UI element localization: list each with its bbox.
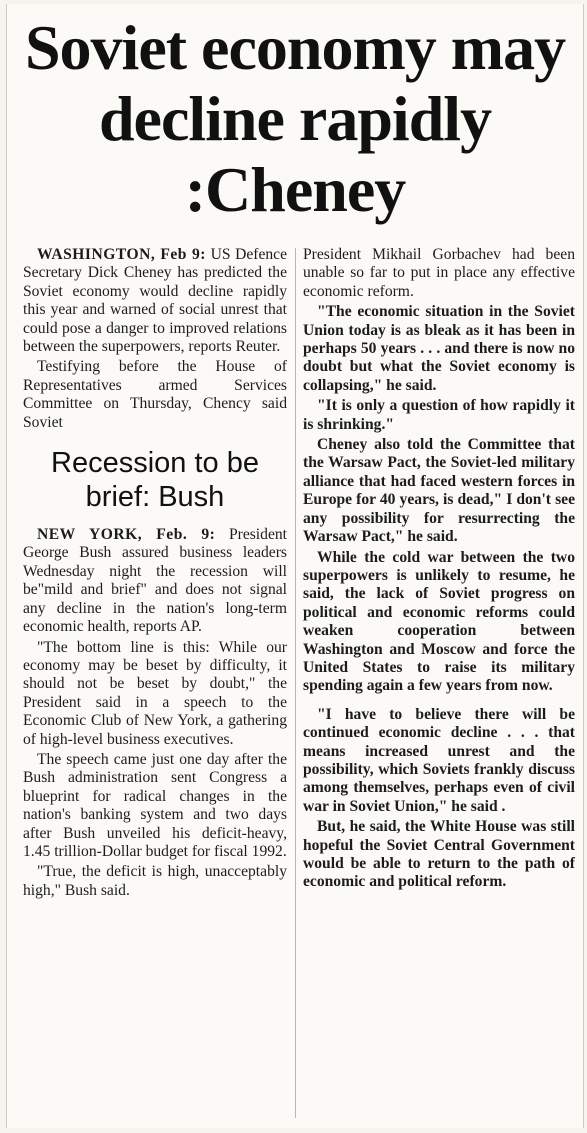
article2-p1-text: President George Bush assured business leaders Wednesday night the recession will be"mild and brief" and does not signal any decline in the nation's long-term economic health, reports AP. [23,526,287,636]
article1-cont-paragraph-0: President Mikhail Gorbachev had been unable so far to put in place any effective economic reform. [303,246,575,300]
article1-p1-text: US Defence Secretary Dick Cheney has predicted the Soviet economy would decline rapidly this year and warned of social unrest that could pose a danger to improved relations between the superpowers, reports Reuter. [23,246,287,356]
article2-subhead: Recession to be brief: Bush [51,447,259,514]
article1-cont-paragraph-2: "It is only a question of how rapidly it is shrinking." [303,397,575,433]
newspaper-clipping [6,4,584,1128]
article2-paragraph-4: "True, the deficit is high, unacceptably high," Bush said. [23,863,287,899]
article1-paragraph-1 [23,246,287,356]
right-column [303,246,575,894]
article2-paragraph-3: The speech came just one day after the Bush administration sent Congress a blueprint for radical changes in the nation's banking system and two days after Bush unveiled his deficit-heavy, 1.45 trillion-Dollar budget for fiscal 1992. [23,750,287,860]
headline: Soviet economy may decline rapidly :Cheney [24,12,566,225]
article1-paragraph-2: Testifying before the House of Representatives armed Services Committee on Thursday, Chency said Soviet [23,358,287,431]
article2-paragraph-1 [23,526,287,636]
column-divider [295,248,296,1118]
article1-dateline: WASHINGTON, Feb 9: [37,246,207,263]
article2-paragraph-2: "The bottom line is this: While our economy may be beset by difficulty, it should not be beset by doubt," the President said in a speech to the Economic Club of New York, a gathering of high-level business executives. [23,638,287,748]
paragraph-gap [303,698,575,706]
article1-cont-paragraph-3: Cheney also told the Committee that the Warsaw Pact, the Soviet-led military alliance that had faced western forces in Europe for 40 years, is dead," I don't see any possibility for resurrecting the Warsaw Pact," he said. [303,436,575,546]
article1-cont-paragraph-6: But, he said, the White House was still hopeful the Soviet Central Government would be able to return to the path of economic and political reform. [303,818,575,891]
article2-dateline: NEW YORK, Feb. 9: [37,526,216,544]
article1-cont-paragraph-1: "The economic situation in the Soviet Union today is as bleak as it has been in perhaps 50 years . . . and there is now no doubt but what the Soviet economy is collapsing," he said. [303,303,575,394]
article1-cont-paragraph-5: "I have to believe there will be continued economic decline . . . that means increased unrest and the possibility, which Soviets frankly discuss among themselves, perhaps even of civil war in Soviet Union," he said . [303,705,575,815]
article1-cont-paragraph-4: While the cold war between the two superpowers is unlikely to resume, he said, the lack of Soviet progress on political and economic reforms could weaken cooperation between Washington and Moscow and force the United States to raise its military spending again a few years from now. [303,548,575,695]
left-column [23,246,287,902]
